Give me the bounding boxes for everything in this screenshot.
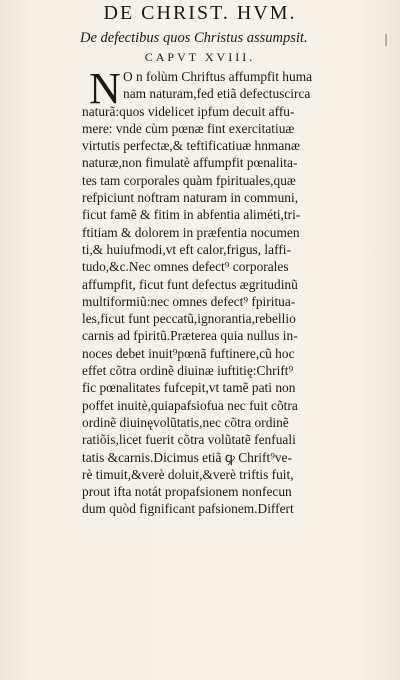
text-line: naturæ,non fimulatè affumpfit pœnalita- [82, 155, 298, 171]
margin-mark: | [384, 32, 389, 46]
text-line: rè timuit,&verè doluit,&verè triftis fuit, [82, 466, 294, 482]
text-line: virtutis perfectæ,& teftificatiuæ hnmanæ [82, 138, 300, 154]
chapter-heading: CAPVT XVIII. [144, 50, 256, 64]
text-line: refpiciunt noftram naturam in communi, [82, 190, 299, 206]
drop-capital: N [89, 64, 121, 113]
text-line: poffet inuitè,quiapafsiofua nec fuit cõtra [82, 397, 298, 413]
text-line: multiformiũ:nec omnes defect⁹ fpiritua- [82, 293, 296, 309]
text-line: fic pœnalitates fufcepit,vt tamẽ pati non [82, 380, 296, 396]
text-line: effet cõtra ordinẽ diuinæ iuftitię:Chrift⁹ [82, 363, 294, 379]
text-line: ratiõis,licet fuerit cõtra volũtatẽ fenfuali [82, 432, 296, 448]
running-head: DE CHRIST. HVM. [103, 2, 297, 24]
text-line: tudo,&c.Nec omnes defect⁹ corporales [82, 259, 289, 275]
text-line: mere: vnde cùm pœnæ fint exercitatiuæ [82, 120, 295, 136]
text-line: ti,& huiufmodi,vt eft calor,frigus, laffi- [82, 241, 291, 257]
body-text [0, 64, 400, 518]
text-line: prout ifta notát propafsionem nonfecun [82, 484, 292, 500]
text-line: O n folùm Chriftus affumpfit huma [123, 69, 313, 84]
text-line: les,ficut funt peccatũ,ignorantia,rebellio [82, 311, 296, 327]
text-line: affumpfit, ficut funt defectus ægritudinũ [82, 276, 298, 292]
text-line: noces debet inuit⁹pœnã fuftinere,cũ hoc [82, 345, 295, 361]
text-line: ordinẽ diuinęvolũtatis,nec cõtra ordinẽ [82, 414, 289, 430]
text-line: ftitiam & dolorem in præfentia nocumen [82, 224, 300, 240]
text-line: carnis ad fpiritũ.Præterea quia nullus in- [82, 328, 298, 344]
text-line: tes tam corporales quàm fpirituales,quæ [82, 172, 296, 188]
text-line: ficut famẽ & fitim in abfentia aliméti,tri- [82, 207, 301, 223]
text-line: naturã:quos videlicet ipfum decuit affu- [82, 103, 295, 119]
text-line: nam naturam,fed etiã defectuscirca [123, 86, 311, 102]
text-line: tatis &carnis.Dicimus etiã ꝙ Chrift⁹ve- [82, 449, 292, 465]
text-line: dum quòd fignificant pafsionem.Differt [82, 501, 294, 517]
chapter-caption: De defectibus quos Christus assumpsit. [80, 30, 308, 46]
